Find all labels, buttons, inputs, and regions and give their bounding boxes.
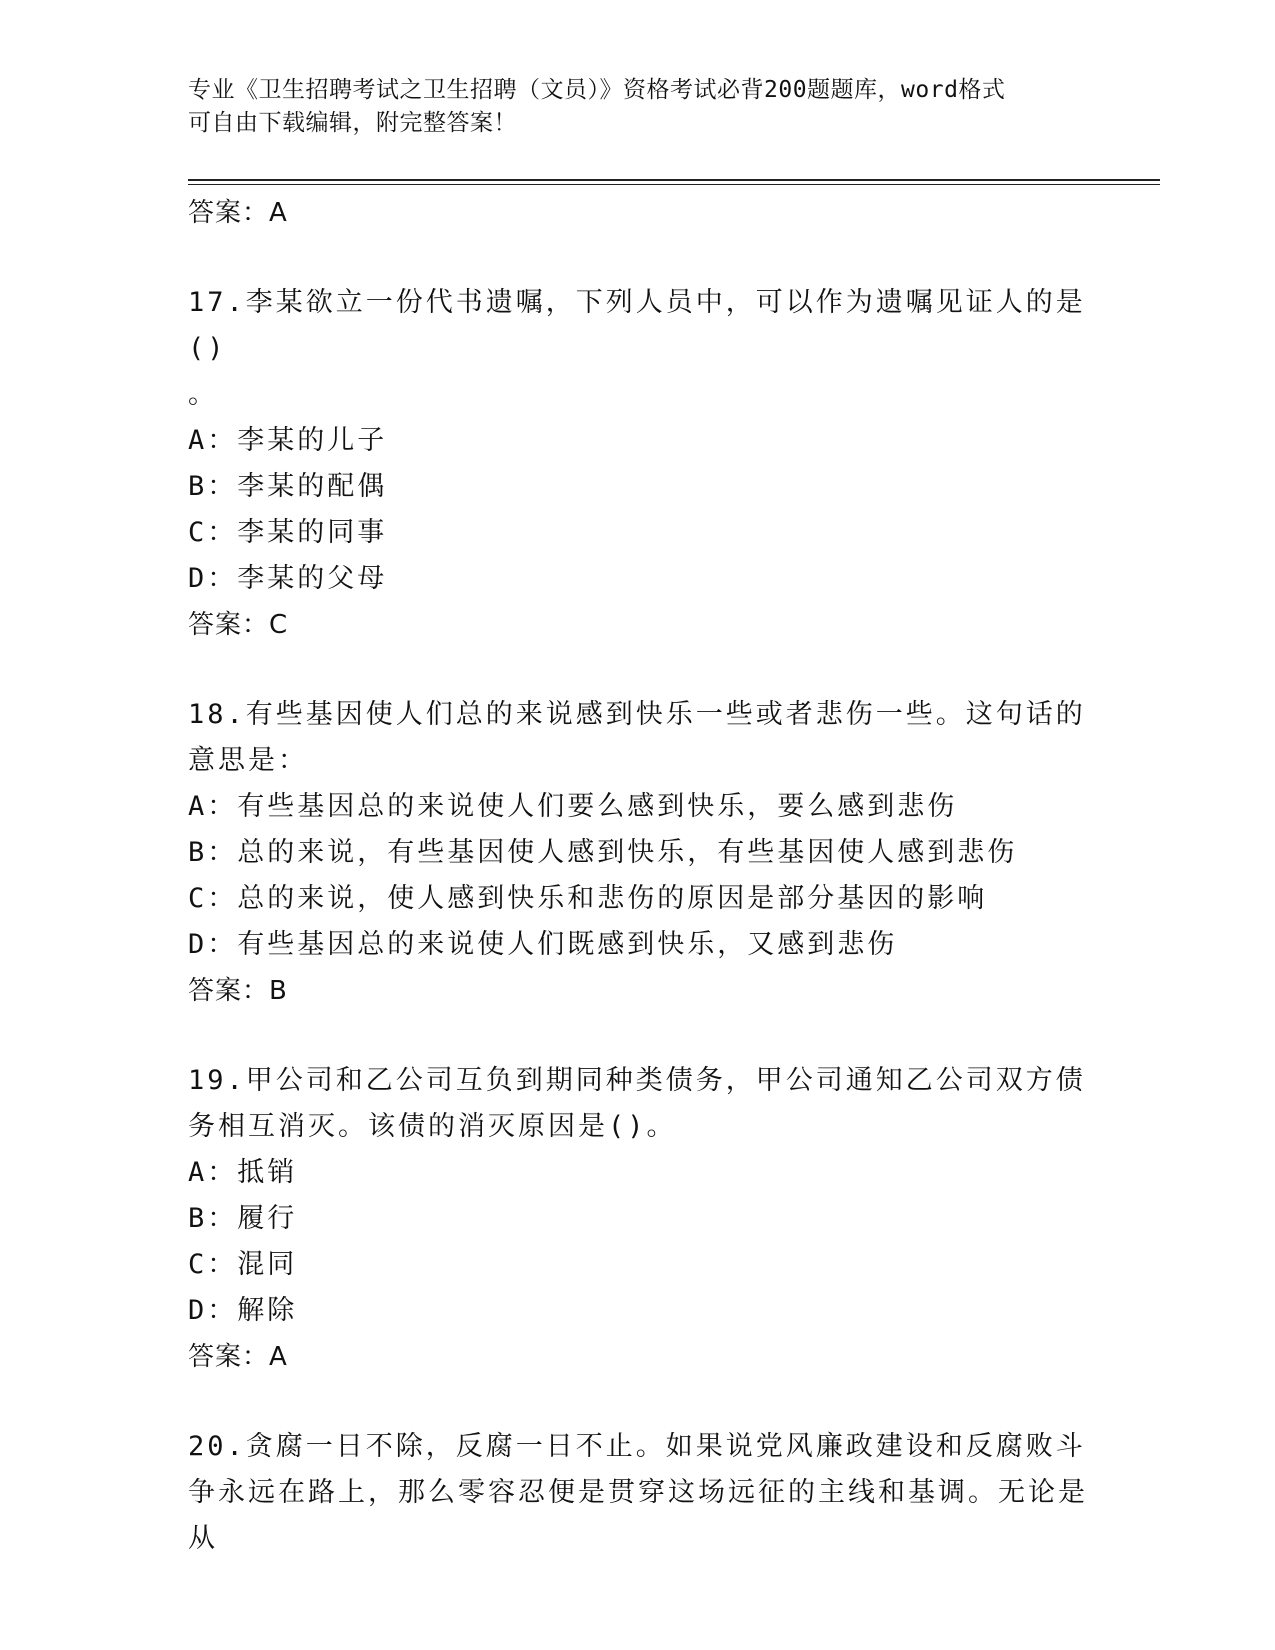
question-list (188, 190, 1088, 1562)
question-17-option-b: B：李某的配偶 (188, 471, 388, 502)
question-17 (188, 280, 1088, 418)
question-17-text-tail: 。 (188, 379, 218, 410)
question-19-option-c: C：混同 (188, 1249, 298, 1280)
question-19-option-b: B：履行 (188, 1203, 298, 1234)
question-20: 20.贪腐一日不除，反腐一日不止。如果说党风廉政建设和反腐败斗争永远在路上，那么零容忍便是贯穿这场远征的主线和基调。无论是从 (188, 1431, 1088, 1554)
question-18-answer: 答案：B (188, 976, 288, 1006)
question-17-option-a: A：李某的儿子 (188, 425, 388, 456)
question-19: 19.甲公司和乙公司互负到期同种类债务，甲公司通知乙公司双方债务相互消灭。该债的消灭原因是()。 (188, 1065, 1086, 1142)
header-divider-thin (188, 184, 1160, 185)
previous-answer: 答案：A (188, 198, 288, 228)
question-18-option-b: B：总的来说，有些基因使人感到快乐，有些基因使人感到悲伤 (188, 837, 1018, 868)
question-17-option-d: D：李某的父母 (188, 563, 388, 594)
question-18-option-d: D：有些基因总的来说使人们既感到快乐，又感到悲伤 (188, 929, 898, 960)
question-18: 18.有些基因使人们总的来说感到快乐一些或者悲伤一些。这句话的意思是： (188, 699, 1086, 776)
header-title-line-1: 专业《卫生招聘考试之卫生招聘（文员）》资格考试必背200题题库，word格式 (188, 77, 1006, 103)
header-divider-thick (188, 179, 1160, 181)
question-17-answer: 答案：C (188, 610, 289, 640)
header-title-line-2: 可自由下载编辑，附完整答案！ (188, 110, 517, 136)
question-18-option-c: C：总的来说，使人感到快乐和悲伤的原因是部分基因的影响 (188, 883, 988, 914)
document-header (188, 74, 1088, 140)
question-19-option-d: D：解除 (188, 1295, 298, 1326)
question-17-option-c: C：李某的同事 (188, 517, 388, 548)
question-19-option-a: A：抵销 (188, 1157, 298, 1188)
question-18-option-a: A：有些基因总的来说使人们要么感到快乐，要么感到悲伤 (188, 791, 958, 822)
question-19-answer: 答案：A (188, 1342, 288, 1372)
question-17-text: 17.李某欲立一份代书遗嘱，下列人员中，可以作为遗嘱见证人的是() (188, 287, 1086, 364)
